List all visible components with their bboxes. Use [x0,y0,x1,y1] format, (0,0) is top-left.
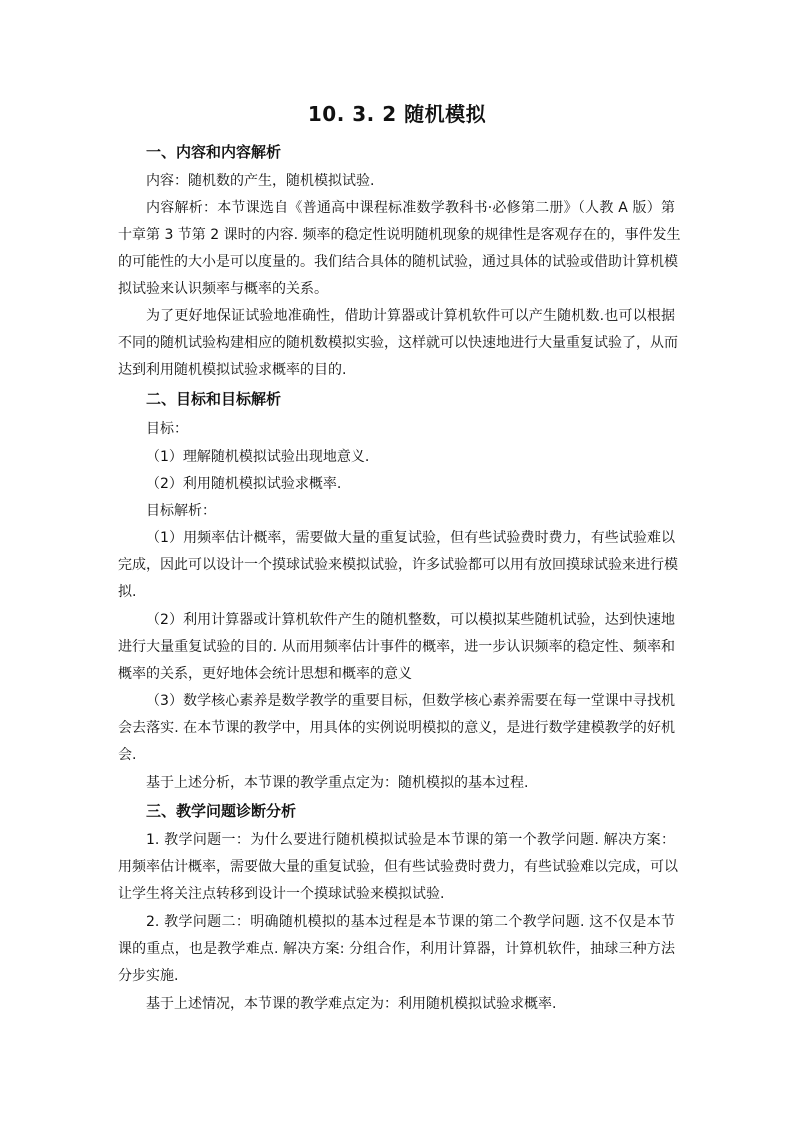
goal-item: （1）理解随机模拟试验出现地意义. [146,449,370,465]
analysis-line: 的可能性的大小是可以度量的。我们结合具体的随机试验，通过具体的试验或借助计算机模 [118,254,678,270]
section-heading-content: 一、内容和内容解析 [146,143,282,161]
analysis-line: 内容解析：本节课选自《普通高中课程标准数学教科书·必修第二册》（人教 A 版）第 [146,200,675,216]
paragraph-line: 为了更好地保证试验地准确性，借助计算器或计算机软件可以产生随机数.也可以根据 [146,308,675,324]
paragraph-line: 不同的随机试验构建相应的随机数模拟实验，这样就可以快速地进行大量重复试验了，从而 [118,335,678,351]
diagnosis-line: 分步实施. [118,968,179,984]
goal-analysis-line: （2）利用计算器或计算机软件产生的随机整数，可以模拟某些随机试验，达到快速地 [146,612,675,628]
goal-analysis-line: 会. [118,747,137,763]
goal-analysis-line: （3）数学核心素养是数学教学的重要目标，但数学核心素养需要在每一堂课中寻找机 [146,693,675,709]
goal-analysis-label: 目标解析： [146,503,216,519]
diagnosis-line: 课的重点，也是教学难点. 解决方案: 分组合作，利用计算器，计算机软件，抽球三种方法 [118,941,675,957]
goal-analysis-line: 会去落实. 在本节课的教学中，用具体的实例说明模拟的意义，是进行数学建模教学的好机 [118,720,675,736]
paragraph-line: 达到利用随机模拟试验求概率的目的. [118,362,347,378]
goal-analysis-line: 进行大量重复试验的目的. 从而用频率估计事件的概率，进一步认识频率的稳定性、频率和 [118,639,675,655]
diagnosis-line: 用频率估计概率，需要做大量的重复试验，但有些试验费时费力，有些试验难以完成，可以 [118,859,678,875]
goal-item: （2）利用随机模拟试验求概率. [146,476,342,492]
diagnosis-line: 2. 教学问题二：明确随机模拟的基本过程是本节课的第二个教学问题. 这不仅是本节 [146,914,675,930]
diagnosis-line: 1. 教学问题一：为什么要进行随机模拟试验是本节课的第一个教学问题. 解决方案： [146,832,675,848]
goal-analysis-line: （1）用频率估计概率，需要做大量的重复试验，但有些试验费时费力，有些试验难以 [146,530,675,546]
difficulty-line: 基于上述情况，本节课的教学难点定为：利用随机模拟试验求概率. [146,996,557,1012]
goal-analysis-line: 完成，因此可以设计一个摸球试验来模拟试验，许多试验都可以用有放回摸球试验来进行模 [118,557,678,573]
analysis-line: 拟试验来认识频率与概率的关系。 [118,281,328,297]
goal-analysis-line: 拟. [118,584,137,600]
analysis-line: 十章第 3 节第 2 课时的内容. 频率的稳定性说明随机现象的规律性是客观存在的，事件发生 [118,227,681,243]
section-heading-goals: 二、目标和目标解析 [146,390,282,408]
content-line: 内容：随机数的产生，随机模拟试验. [146,173,375,189]
section-heading-diagnosis: 三、教学问题诊断分析 [146,802,297,820]
key-point-line: 基于上述分析，本节课的教学重点定为：随机模拟的基本过程. [146,775,529,791]
goal-analysis-line: 概率的关系，更好地体会统计思想和概率的意义 [118,666,412,682]
diagnosis-line: 让学生将关注点转移到设计一个摸球试验来模拟试验. [118,886,445,902]
page-title: 10. 3. 2 随机模拟 [307,102,487,126]
goal-label: 目标： [146,421,188,437]
